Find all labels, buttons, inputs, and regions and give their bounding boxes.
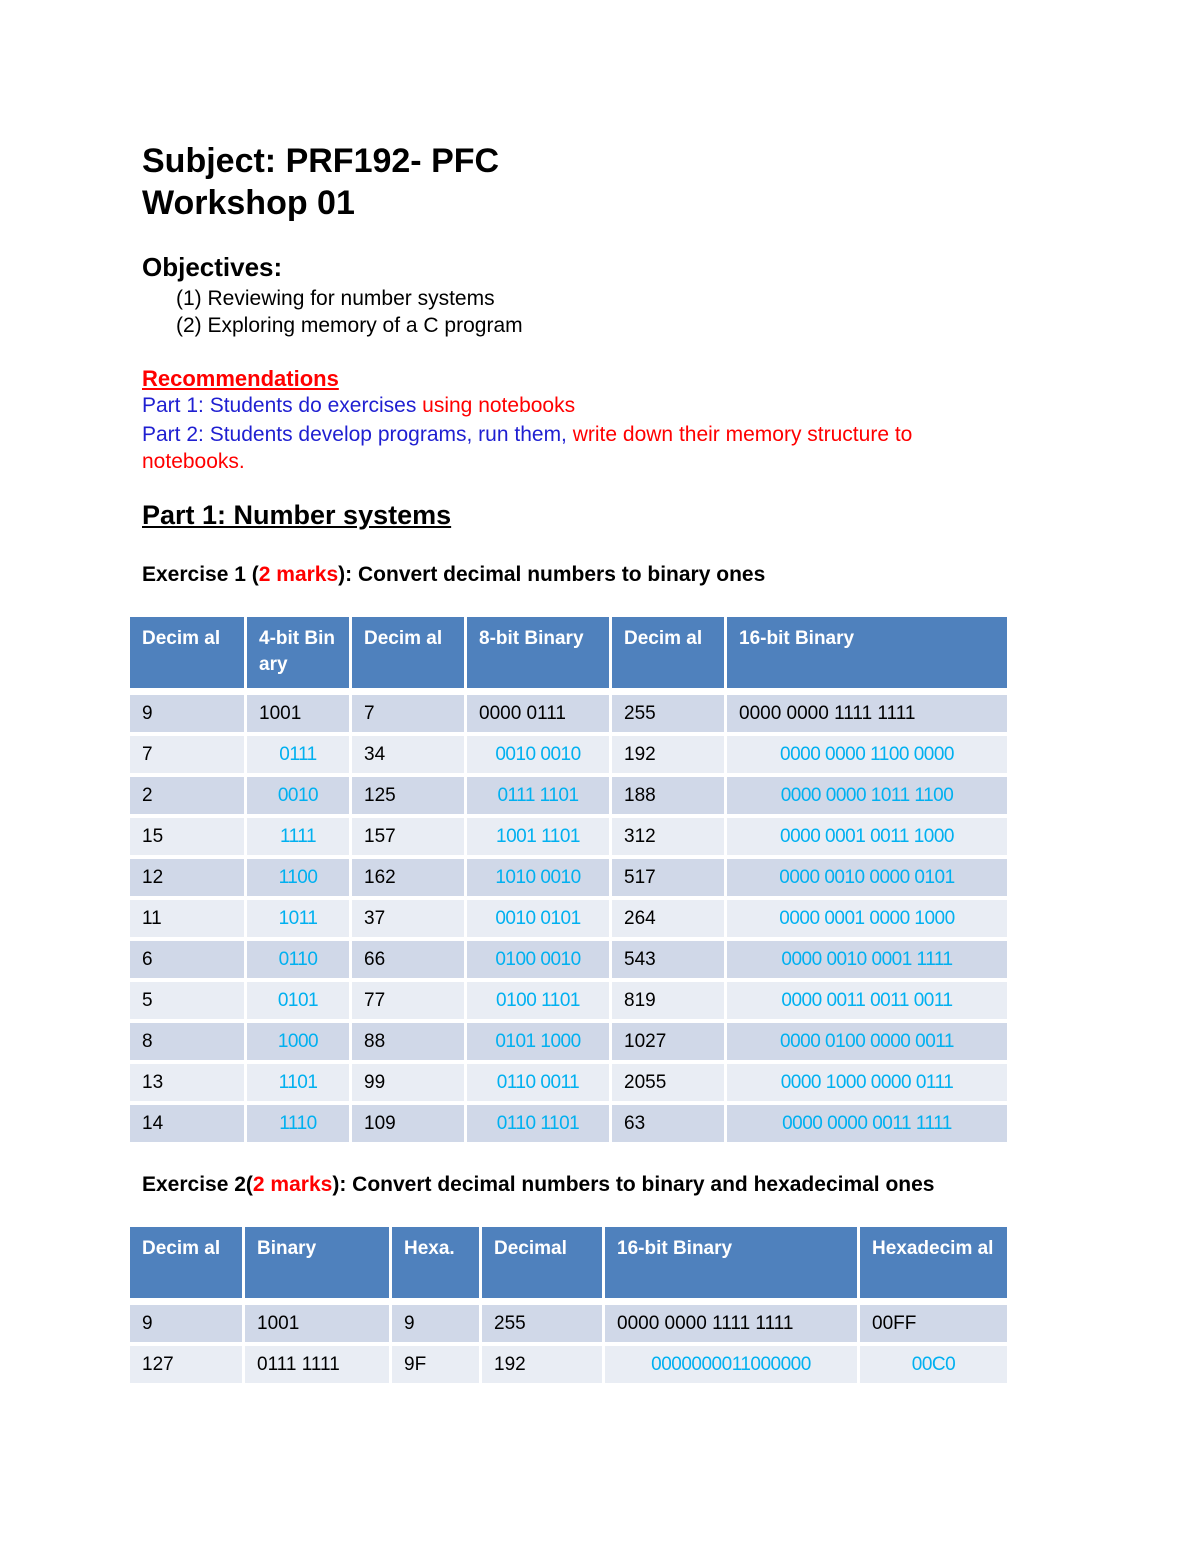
table-cell: 0010 0101 xyxy=(467,900,609,941)
table-cell: 0111 xyxy=(247,736,349,777)
table-row xyxy=(130,859,1007,900)
table-cell: 7 xyxy=(130,736,244,777)
recommendation-part2-blue: Part 2: Students develop programs, run them, xyxy=(142,423,573,446)
table-cell: 819 xyxy=(612,982,724,1023)
workshop-title: Workshop 01 xyxy=(142,184,355,222)
exercise2-marks: 2 marks xyxy=(252,1173,333,1196)
table-row xyxy=(130,1305,1007,1346)
table-cell: 1001 1101 xyxy=(467,818,609,859)
table-cell: 14 xyxy=(130,1105,244,1146)
recommendation-part2-red: write down their memory structure to xyxy=(572,423,913,446)
table-cell: 1000 xyxy=(247,1023,349,1064)
column-header: Hexadecim al xyxy=(860,1227,1007,1305)
recommendations-heading: Recommendations xyxy=(142,366,339,391)
table-cell: 0000 0011 0011 0011 xyxy=(727,982,1007,1023)
table-cell: 0100 1101 xyxy=(467,982,609,1023)
table-cell: 157 xyxy=(352,818,464,859)
table-cell: 77 xyxy=(352,982,464,1023)
table-row xyxy=(130,818,1007,859)
table-cell: 0000 0000 1111 1111 xyxy=(727,695,1007,736)
column-header: 4-bit Binary xyxy=(247,617,349,695)
table-cell: 66 xyxy=(352,941,464,982)
column-header: 8-bit Binary xyxy=(467,617,609,695)
table-cell: 0000 0010 0000 0101 xyxy=(727,859,1007,900)
table-cell: 0010 xyxy=(247,777,349,818)
table-cell: 37 xyxy=(352,900,464,941)
table-cell: 13 xyxy=(130,1064,244,1105)
table-cell: 0000 0000 0011 1111 xyxy=(727,1105,1007,1146)
table-cell: 1100 xyxy=(247,859,349,900)
table-row xyxy=(130,982,1007,1023)
recommendation-part2 xyxy=(142,423,912,447)
table-header-row xyxy=(130,1227,1007,1305)
column-header: Decim al xyxy=(612,617,724,695)
table-row xyxy=(130,736,1007,777)
recommendation-part1 xyxy=(142,394,575,418)
exercise2-table xyxy=(127,1227,1010,1387)
table-cell: 162 xyxy=(352,859,464,900)
table-row xyxy=(130,1064,1007,1105)
table-cell: 9 xyxy=(130,1305,242,1346)
column-header: Decimal xyxy=(482,1227,602,1305)
table-cell: 34 xyxy=(352,736,464,777)
subject-title: Subject: PRF192- PFC xyxy=(142,142,500,180)
table-cell: 0110 xyxy=(247,941,349,982)
table-cell: 1001 xyxy=(245,1305,389,1346)
table-cell: 6 xyxy=(130,941,244,982)
table-cell: 264 xyxy=(612,900,724,941)
table-cell: 192 xyxy=(482,1346,602,1387)
table-header-row xyxy=(130,617,1007,695)
table-cell: 1010 0010 xyxy=(467,859,609,900)
recommendation-part2-cont: notebooks. xyxy=(142,450,245,473)
table-cell: 1001 xyxy=(247,695,349,736)
column-header: Decim al xyxy=(130,1227,242,1305)
table-cell: 1111 xyxy=(247,818,349,859)
recommendation-part1-blue: Part 1: Students do exercises xyxy=(142,394,423,417)
table-cell: 0110 0011 xyxy=(467,1064,609,1105)
column-header: Hexa. xyxy=(392,1227,479,1305)
table-row xyxy=(130,900,1007,941)
table-cell: 7 xyxy=(352,695,464,736)
column-header: Decim al xyxy=(352,617,464,695)
table-cell: 543 xyxy=(612,941,724,982)
table-cell: 1110 xyxy=(247,1105,349,1146)
table-cell: 127 xyxy=(130,1346,242,1387)
objective-item-1: (1) Reviewing for number systems xyxy=(176,287,495,310)
table-cell: 0000 0000 1100 0000 xyxy=(727,736,1007,777)
objective-item-2: (2) Exploring memory of a C program xyxy=(176,314,523,337)
exercise1-label: Exercise 1 ( xyxy=(142,563,259,586)
table-cell: 00FF xyxy=(860,1305,1007,1346)
table-cell: 188 xyxy=(612,777,724,818)
table-cell: 0000000011000000 xyxy=(605,1346,857,1387)
table-cell: 0000 0001 0011 1000 xyxy=(727,818,1007,859)
exercise2-heading xyxy=(142,1173,935,1197)
table-cell: 00C0 xyxy=(860,1346,1007,1387)
table-cell: 1011 xyxy=(247,900,349,941)
table-cell: 125 xyxy=(352,777,464,818)
table-cell: 312 xyxy=(612,818,724,859)
column-header: Decim al xyxy=(130,617,244,695)
table-row xyxy=(130,777,1007,818)
column-header: 16-bit Binary xyxy=(727,617,1007,695)
table-cell: 0101 1000 xyxy=(467,1023,609,1064)
table-cell: 255 xyxy=(482,1305,602,1346)
table-cell: 11 xyxy=(130,900,244,941)
part1-heading: Part 1: Number systems xyxy=(142,500,452,530)
exercise2-label: Exercise 2( xyxy=(142,1173,253,1196)
exercise1-label-post: ): Convert decimal numbers to binary ones xyxy=(338,563,766,586)
table-cell: 0000 1000 0000 0111 xyxy=(727,1064,1007,1105)
table-cell: 0000 0000 1011 1100 xyxy=(727,777,1007,818)
column-header: 16-bit Binary xyxy=(605,1227,857,1305)
table-cell: 2055 xyxy=(612,1064,724,1105)
table-cell: 0101 xyxy=(247,982,349,1023)
exercise1-marks: 2 marks xyxy=(258,563,339,586)
table-cell: 109 xyxy=(352,1105,464,1146)
table-cell: 0000 0111 xyxy=(467,695,609,736)
table-cell: 0100 0010 xyxy=(467,941,609,982)
table-cell: 1101 xyxy=(247,1064,349,1105)
table-cell: 517 xyxy=(612,859,724,900)
table-cell: 1027 xyxy=(612,1023,724,1064)
table-cell: 192 xyxy=(612,736,724,777)
table-cell: 0000 0000 1111 1111 xyxy=(605,1305,857,1346)
table-cell: 0000 0100 0000 0011 xyxy=(727,1023,1007,1064)
table-cell: 88 xyxy=(352,1023,464,1064)
table-row xyxy=(130,1346,1007,1387)
objectives-heading: Objectives: xyxy=(142,252,283,282)
table-cell: 9F xyxy=(392,1346,479,1387)
table-cell: 9 xyxy=(130,695,244,736)
table-cell: 15 xyxy=(130,818,244,859)
recommendation-part1-red: using notebooks xyxy=(422,394,576,417)
table-cell: 99 xyxy=(352,1064,464,1105)
table-cell: 0010 0010 xyxy=(467,736,609,777)
table-cell: 8 xyxy=(130,1023,244,1064)
table-cell: 0111 1111 xyxy=(245,1346,389,1387)
column-header: Binary xyxy=(245,1227,389,1305)
table-row xyxy=(130,941,1007,982)
table-row xyxy=(130,1105,1007,1146)
table-row xyxy=(130,695,1007,736)
table-cell: 0000 0010 0001 1111 xyxy=(727,941,1007,982)
table-cell: 9 xyxy=(392,1305,479,1346)
table-cell: 0111 1101 xyxy=(467,777,609,818)
table-cell: 255 xyxy=(612,695,724,736)
table-cell: 12 xyxy=(130,859,244,900)
table-cell: 2 xyxy=(130,777,244,818)
table-row xyxy=(130,1023,1007,1064)
exercise1-table xyxy=(127,617,1010,1146)
table-cell: 5 xyxy=(130,982,244,1023)
exercise2-label-post: ): Convert decimal numbers to binary and hexadecimal ones xyxy=(332,1173,935,1196)
table-cell: 0000 0001 0000 1000 xyxy=(727,900,1007,941)
table-cell: 63 xyxy=(612,1105,724,1146)
exercise1-heading xyxy=(142,563,765,587)
table-cell: 0110 1101 xyxy=(467,1105,609,1146)
